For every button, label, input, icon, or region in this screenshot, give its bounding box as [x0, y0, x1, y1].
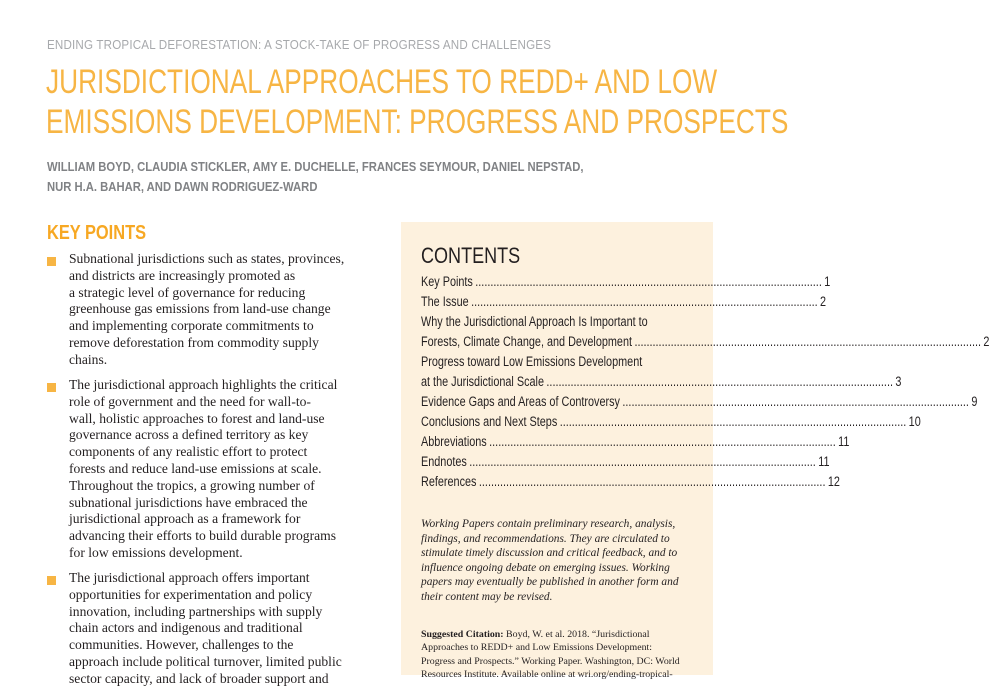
- text-line: sector capacity, and lack of broader support and: [69, 670, 329, 686]
- text-line: chain actors and indigenous and traditional: [69, 620, 303, 636]
- toc-page-number: 11: [838, 434, 850, 449]
- text-line: approach include political turnover, limited public: [69, 653, 342, 669]
- text-line: Subnational jurisdictions such as states, provinces,: [69, 251, 345, 266]
- text-line: and districts are increasingly promoted as: [69, 267, 296, 283]
- toc-page-number: 2: [983, 334, 989, 349]
- text-line: remove deforestation from commodity supply: [69, 334, 319, 350]
- text-line: Progress and Prospects.” Working Paper. Washington, DC: World: [421, 655, 680, 667]
- toc-entry-text: Abbreviations: [421, 434, 487, 449]
- text-line: their content may be revised.: [421, 590, 553, 603]
- text-line: components of any realistic effort to protect: [69, 444, 308, 460]
- toc-page-number: 1: [824, 274, 831, 289]
- toc-page-number: 11: [818, 454, 830, 469]
- toc-entry-progress-cont[interactable]: [421, 374, 902, 394]
- toc-entry-text: Key Points: [421, 274, 473, 289]
- toc-page-number: 12: [827, 474, 840, 489]
- text-line: a strategic level of governance for reducing: [69, 284, 306, 300]
- text-line: role of government and the need for wall-to-: [69, 393, 311, 409]
- toc-page-number: 2: [820, 294, 827, 309]
- toc-leader-dots: ...................................................................................................................: [546, 374, 893, 389]
- toc-entry-text: Evidence Gaps and Areas of Controversy: [421, 394, 620, 409]
- toc-leader-dots: ...................................................................................................................: [559, 414, 907, 429]
- toc-entry-text: Endnotes: [421, 454, 467, 469]
- text-line: The jurisdictional approach offers important: [69, 570, 310, 585]
- toc-leader-dots: ...................................................................................................................: [469, 454, 816, 469]
- toc-leader-dots: ...................................................................................................................: [478, 474, 826, 489]
- toc-entry-the-issue[interactable]: [421, 294, 827, 314]
- toc-entry-abbreviations[interactable]: [421, 434, 850, 454]
- author-line: NUR H.A. BAHAR, AND DAWN RODRIGUEZ-WARD: [47, 179, 318, 194]
- text-line: innovation, including partnerships with supply: [69, 603, 323, 619]
- toc-entry-why-jurisdictional[interactable]: [421, 314, 691, 334]
- key-point-text: [69, 377, 359, 562]
- text-line: chains.: [69, 351, 108, 367]
- text-line: communities. However, challenges to the: [69, 637, 294, 653]
- toc-page-number: 9: [971, 394, 978, 409]
- text-line: forests and reduce land-use emissions at scale.: [69, 460, 322, 476]
- text-line: governance across a defined territory as key: [69, 427, 309, 443]
- citation-text: Boyd, W. et al. 2018. “Jurisdictional: [503, 629, 650, 640]
- toc-entry-progress[interactable]: [421, 354, 691, 374]
- square-bullet-icon: [47, 383, 56, 392]
- text-line: Throughout the tropics, a growing number of: [69, 477, 315, 493]
- key-points-heading: KEY POINTS: [47, 222, 147, 244]
- toc-entry-key-points[interactable]: [421, 274, 831, 294]
- toc-entry-text: at the Jurisdictional Scale: [421, 374, 544, 389]
- toc-entry-evidence-gaps[interactable]: [421, 394, 978, 414]
- text-line: subnational jurisdictions have embraced the: [69, 494, 308, 510]
- text-line: greenhouse gas emissions from land-use change: [69, 301, 331, 317]
- toc-leader-dots: ...................................................................................................................: [634, 334, 982, 349]
- toc-entry-references[interactable]: [421, 474, 840, 494]
- toc-entry-text: The Issue: [421, 294, 469, 309]
- working-papers-note: [421, 517, 703, 605]
- text-line: stimulate timely discussion and critical feedback, and to: [421, 547, 678, 560]
- key-point-text: [69, 570, 359, 688]
- series-title: ENDING TROPICAL DEFORESTATION: A STOCK-TAKE OF PROGRESS AND CHALLENGES: [47, 37, 552, 52]
- toc-leader-dots: ...................................................................................................................: [475, 274, 822, 289]
- text-line: and implementing corporate commitments to: [69, 318, 314, 334]
- toc-leader-dots: ...................................................................................................................: [622, 394, 969, 409]
- toc-leader-dots: ...................................................................................................................: [489, 434, 836, 449]
- toc-entry-text: Conclusions and Next Steps: [421, 414, 558, 429]
- toc-entry-endnotes[interactable]: [421, 454, 830, 474]
- text-line: Approaches to REDD+ and Low Emissions Development:: [421, 642, 653, 654]
- text-line: jurisdictional approach as a framework for: [69, 511, 301, 527]
- text-line: papers may eventually be published in another form and: [421, 576, 679, 589]
- text-line: opportunities for experimentation and policy: [69, 586, 313, 602]
- citation-label: Suggested Citation:: [421, 629, 504, 640]
- toc-entry-conclusions[interactable]: [421, 414, 921, 434]
- contents-panel: [401, 222, 989, 680]
- text-line: for low emissions development.: [69, 544, 243, 560]
- square-bullet-icon: [47, 576, 56, 585]
- author-line: WILLIAM BOYD, CLAUDIA STICKLER, AMY E. DUCHELLE, FRANCES SEYMOUR, DANIEL NEPSTAD,: [47, 159, 584, 174]
- contents-heading: CONTENTS: [421, 243, 521, 268]
- toc-entry-text: Forests, Climate Change, and Development: [421, 334, 633, 349]
- toc-entry-text: References: [421, 474, 477, 489]
- paper-title-line: EMISSIONS DEVELOPMENT: PROGRESS AND PROSPECTS: [46, 103, 789, 141]
- toc-page-number: 3: [895, 374, 902, 389]
- key-point-text: [69, 251, 359, 369]
- text-line: findings, and recommendations. They are circulated to: [421, 532, 670, 545]
- text-line: Working Papers contain preliminary research, analysis,: [421, 518, 676, 530]
- suggested-citation: [421, 628, 711, 681]
- text-line: The jurisdictional approach highlights the critical: [69, 377, 338, 392]
- text-line: Resources Institute. Available online at wri.org/ending-tropical-: [421, 668, 673, 680]
- square-bullet-icon: [47, 257, 56, 266]
- text-line: [421, 628, 711, 641]
- key-points-list: [0, 0, 380, 686]
- paper-title-line: JURISDICTIONAL APPROACHES TO REDD+ AND LOW: [46, 63, 718, 101]
- toc-entry-why-jurisdictional-cont[interactable]: [421, 334, 989, 354]
- text-line: wall, holistic approaches to forest and land-use: [69, 410, 325, 426]
- toc-page-number: 10: [908, 414, 921, 429]
- text-line: influence ongoing debate on emerging issues. Working: [421, 561, 670, 574]
- text-line: advancing their efforts to build durable programs: [69, 528, 337, 544]
- toc-leader-dots: ...................................................................................................................: [471, 294, 818, 309]
- toc-entry-text: Progress toward Low Emissions Development: [421, 354, 643, 369]
- toc-entry-text: Why the Jurisdictional Approach Is Important to: [421, 314, 648, 329]
